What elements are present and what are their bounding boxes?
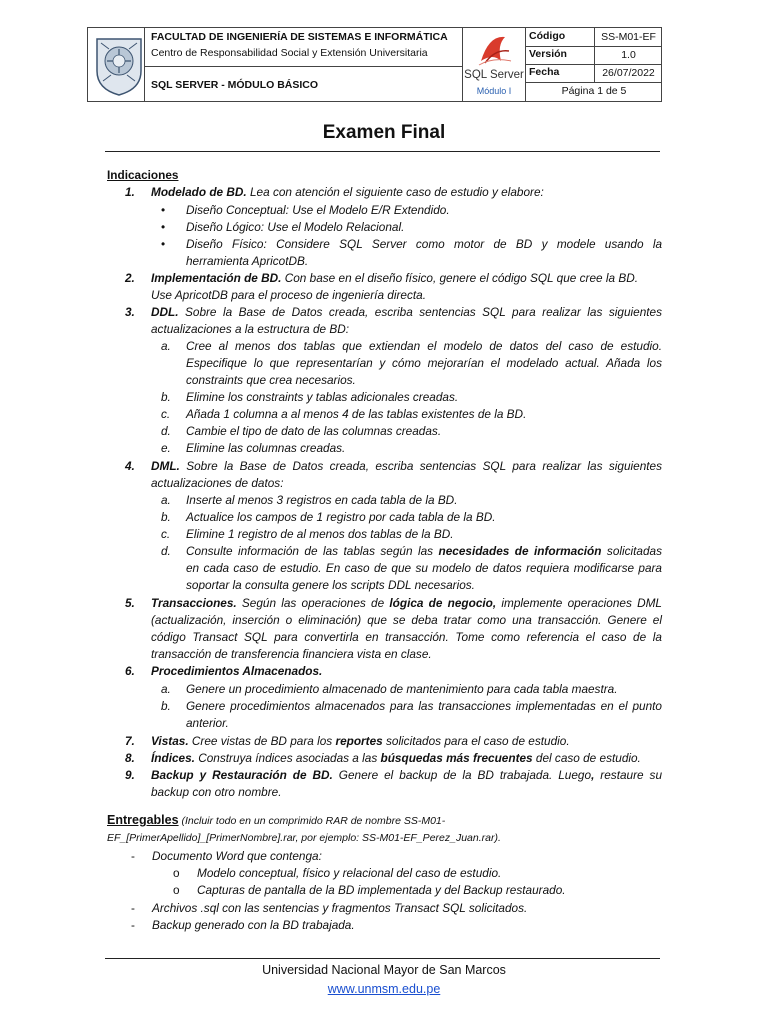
course-name: SQL SERVER - MÓDULO BÁSICO xyxy=(151,79,319,91)
faculty-name: FACULTAD DE INGENIERÍA DE SISTEMAS E INFORMÁTICA xyxy=(151,31,448,43)
sql-server-icon xyxy=(475,31,515,69)
header-table xyxy=(87,27,662,102)
date-label: Fecha xyxy=(529,66,560,78)
date-value: 26/07/2022 xyxy=(602,67,655,79)
university-crest-icon xyxy=(93,33,145,97)
sql-server-brand: SQL Server xyxy=(464,69,524,81)
version-value: 1.0 xyxy=(621,49,636,61)
sql-server-logo xyxy=(463,31,523,97)
version-label: Versión xyxy=(529,48,567,60)
module-label: Módulo I xyxy=(476,86,512,96)
document-page: FACULTAD DE INGENIERÍA DE SISTEMAS E INFORMÁTICA Centro de Responsabilidad Social y Extensión Universitaria SQL SERVER - MÓDULO BÁSICO SQL Server Módulo I Código SS-M01-EF Versión 1.0 Fecha 26/07/2022 Página 1 de 5 Examen Final Indicaciones 1. Modelado de BD. Lea con atención el siguiente caso de estudio y elabore: • Diseño Conceptual: Use el Modelo E/R Extendido. • Diseño Lógico: Use el Modelo Relacional. • Diseño Físico: Considere SQL Server como motor de BD y modele usando la herramienta ApricotDB. 2. Implementación de BD. Con base en el diseño físico, genere el código SQL que cree la BD. Use ApricotDB para el proceso de ingeniería directa. 3. DDL. Sobre la Base de Datos creada, escriba sentencias SQL para realizar las siguientes actualizaciones a la estructura de BD: a. Cree al menos dos tablas que extiendan el modelo de datos del caso de estudio. Especifique lo que representarían y cómo mejorarían el modelado actual. Añada los constraints que crea necesarios. b. Elimine los constraints y tablas adicionales creadas. c. Añada 1 columna a al menos 4 de las tablas existentes de la BD. d. Cambie el tipo de dato de las columnas creadas. e. Elimine las columnas creadas. 4. DML. Sobre la Base de Datos creada, escriba sentencias SQL para realizar las siguientes actualizaciones de datos: a. Inserte al menos 3 registros en cada tabla de la BD. b. Actualice los campos de 1 registro por cada tabla de la BD. c. Elimine 1 registro de al menos dos tablas de la BD. d. Consulte información de las tablas según las necesidades de información solicitadas en cada caso de estudio. En caso de que su modelo de datos requiera modificarse para soportar la consulta genere los scripts DDL necesarios. 5. Transacciones. Según las operaciones de lógica de negocio, implemente operaciones DML (actualización, inserción o eliminación) que se deba tratar como una transacción. Genere el código Transact SQL para convertirla en transacción. Tome como referencia el caso de la transacción de transferencia financiera vista en clase. 6. Procedimientos Almacenados. a. Genere un procedimiento almacenado de mantenimiento para cada tabla maestra. b. Genere procedimientos almacenados para las transacciones implementadas en el punto anterior. 7. Vistas. Cree vistas de BD para los reportes solicitados para el caso de estudio. 8. Índices. Construya índices asociadas a las búsquedas más frecuentes del caso de estudio. 9. Backup y Restauración de BD. Genere el backup de la BD trabajada. Luego, restaure su backup con otro nombre. Entregables (Incluir todo en un comprimido RAR de nombre SS-M01- EF_[PrimerApellido]_[PrimerNombre].rar, por ejemplo: SS-M01-EF_Perez_Juan.rar). - Documento Word que contenga: o Modelo conceptual, físico y relacional del caso de estudio. o Capturas de pantalla de la BD implementada y del Backup restaurado. - Archivos .sql con las sentencias y fragmentos Transact SQL solicitados. - Backup generado con la BD trabajada. Universidad Nacional Mayor de San Marcos www.unmsm.edu.pe xyxy=(0,0,768,1024)
center-name: Centro de Responsabilidad Social y Extensión Universitaria xyxy=(151,47,428,59)
footer-university: Universidad Nacional Mayor de San Marcos xyxy=(262,963,506,977)
page-title: Examen Final xyxy=(322,122,446,143)
footer-divider xyxy=(105,958,660,959)
deliverables-heading: Entregables (Incluir todo en un comprimido RAR de nombre SS-M01- xyxy=(107,813,446,827)
code-label: Código xyxy=(529,30,566,42)
page-indicator: Página 1 de 5 xyxy=(561,85,627,97)
indications-heading: Indicaciones xyxy=(107,168,179,182)
footer-website-link[interactable]: www.unmsm.edu.pe xyxy=(327,982,441,996)
code-value: SS-M01-EF xyxy=(601,31,656,43)
title-divider xyxy=(105,151,660,152)
